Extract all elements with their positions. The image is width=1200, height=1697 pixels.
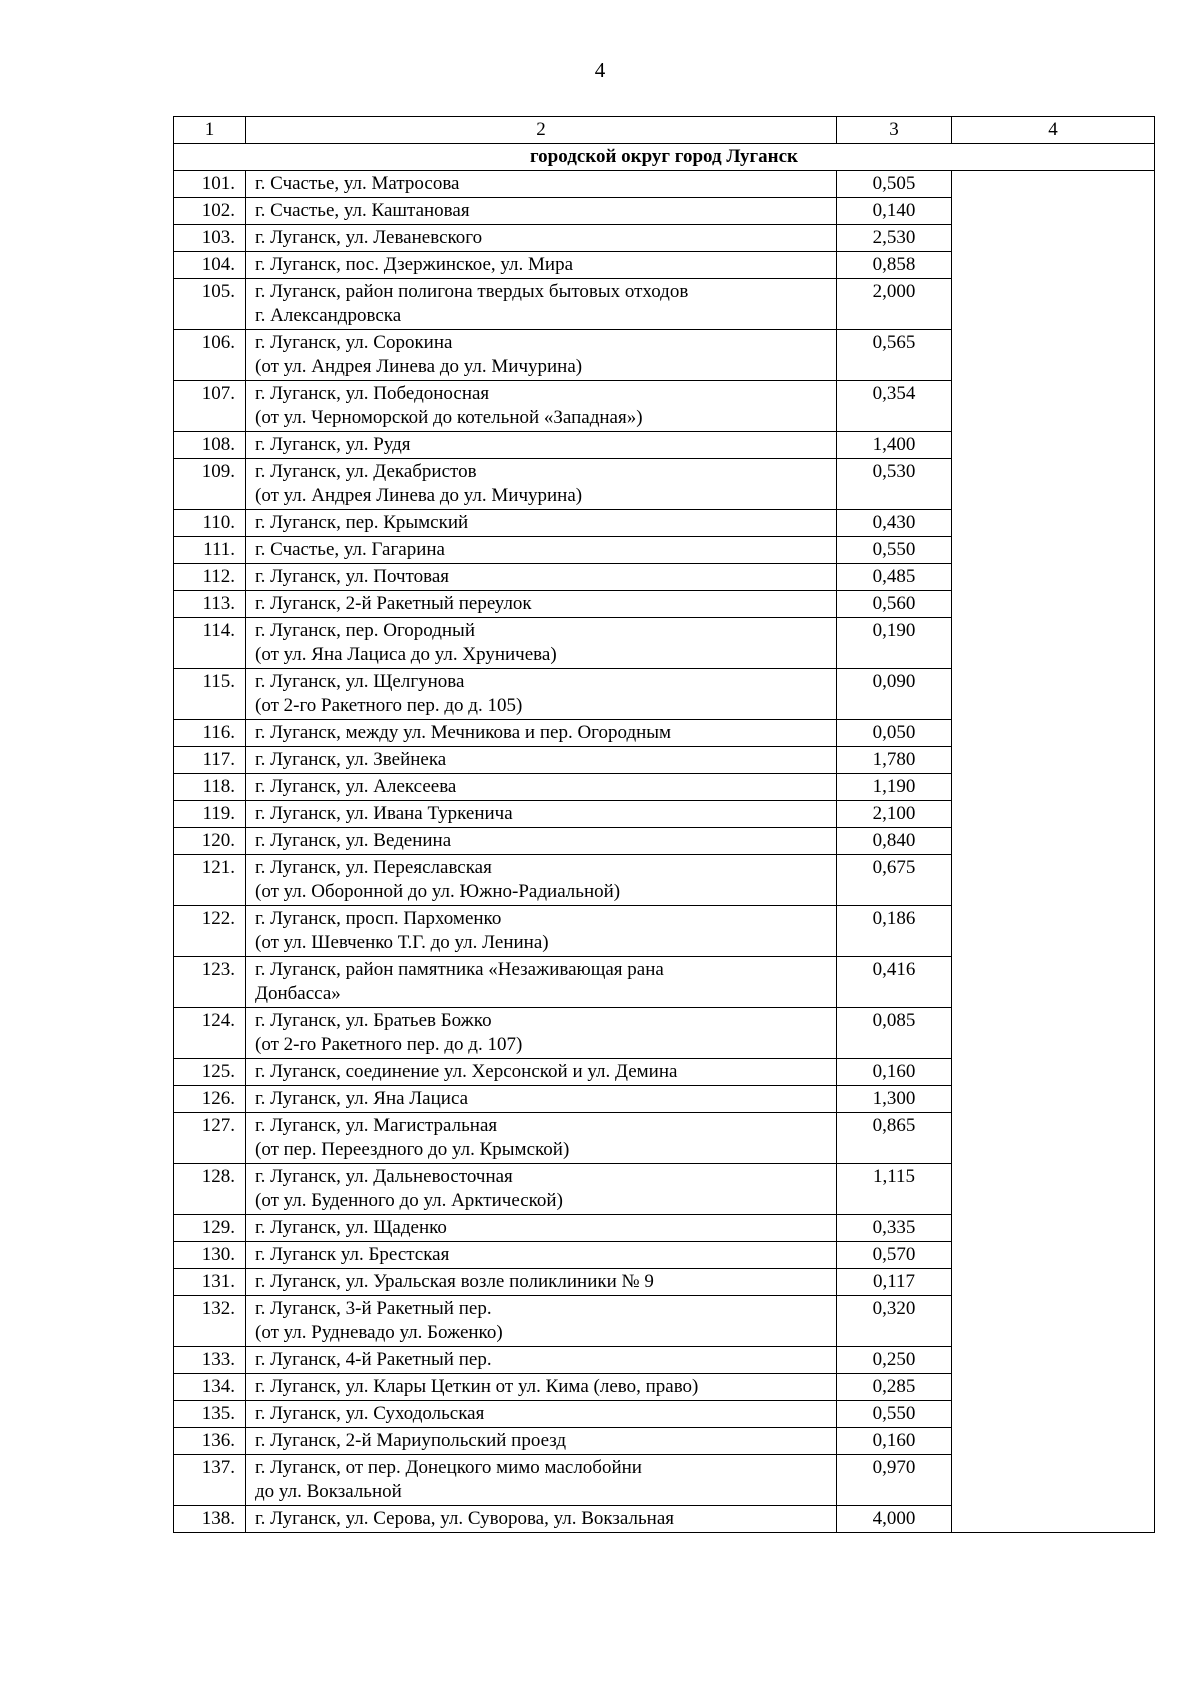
address-line: г. Луганск, ул. Клары Цеткин от ул. Кима (лево, право) xyxy=(255,1376,699,1397)
row-column-4 xyxy=(952,855,1155,906)
row-address xyxy=(246,564,837,591)
row-address xyxy=(246,198,837,225)
row-value: 0,970 xyxy=(837,1455,952,1506)
row-address xyxy=(246,801,837,828)
row-value: 0,858 xyxy=(837,252,952,279)
row-value: 2,100 xyxy=(837,801,952,828)
row-number: 128. xyxy=(174,1164,246,1215)
row-address xyxy=(246,330,837,381)
table-row xyxy=(174,1242,1155,1269)
row-address xyxy=(246,747,837,774)
row-value: 0,675 xyxy=(837,855,952,906)
row-value: 0,485 xyxy=(837,564,952,591)
row-value: 0,050 xyxy=(837,720,952,747)
row-column-4 xyxy=(952,1164,1155,1215)
row-value: 0,090 xyxy=(837,669,952,720)
row-value: 0,320 xyxy=(837,1296,952,1347)
row-number: 109. xyxy=(174,459,246,510)
address-line: г. Луганск, ул. Братьев Божко xyxy=(255,1010,492,1031)
table-row xyxy=(174,957,1155,1008)
row-address xyxy=(246,1086,837,1113)
table-row xyxy=(174,906,1155,957)
row-column-4 xyxy=(952,432,1155,459)
row-value: 0,840 xyxy=(837,828,952,855)
row-number: 117. xyxy=(174,747,246,774)
address-line: г. Счастье, ул. Гагарина xyxy=(255,539,445,560)
row-address xyxy=(246,1455,837,1506)
row-value: 0,160 xyxy=(837,1428,952,1455)
table-row xyxy=(174,198,1155,225)
row-column-4 xyxy=(952,1242,1155,1269)
row-number: 115. xyxy=(174,669,246,720)
address-line: г. Луганск, ул. Веденина xyxy=(255,830,452,851)
table-row xyxy=(174,279,1155,330)
row-value: 1,190 xyxy=(837,774,952,801)
row-value: 0,250 xyxy=(837,1347,952,1374)
row-value: 0,550 xyxy=(837,537,952,564)
address-line: г. Луганск ул. Брестская xyxy=(255,1244,450,1265)
row-value: 0,565 xyxy=(837,330,952,381)
row-address xyxy=(246,1401,837,1428)
row-column-4 xyxy=(952,747,1155,774)
row-address xyxy=(246,279,837,330)
address-line: г. Луганск, 4-й Ракетный пер. xyxy=(255,1349,492,1370)
row-column-4 xyxy=(952,252,1155,279)
row-column-4 xyxy=(952,1401,1155,1428)
table-row xyxy=(174,720,1155,747)
address-line: г. Луганск, ул. Уральская возле поликлиники № 9 xyxy=(255,1271,654,1292)
row-number: 113. xyxy=(174,591,246,618)
address-line: г. Луганск, ул. Суходольская xyxy=(255,1403,485,1424)
row-address xyxy=(246,720,837,747)
row-address xyxy=(246,1059,837,1086)
row-number: 105. xyxy=(174,279,246,330)
row-address xyxy=(246,537,837,564)
row-column-4 xyxy=(952,564,1155,591)
row-column-4 xyxy=(952,828,1155,855)
row-address xyxy=(246,1008,837,1059)
row-value: 2,530 xyxy=(837,225,952,252)
address-line: г. Счастье, ул. Матросова xyxy=(255,173,460,194)
table-row xyxy=(174,1086,1155,1113)
table-row xyxy=(174,1215,1155,1242)
row-address xyxy=(246,1506,837,1533)
row-address xyxy=(246,1296,837,1347)
row-number: 103. xyxy=(174,225,246,252)
row-value: 0,550 xyxy=(837,1401,952,1428)
row-number: 123. xyxy=(174,957,246,1008)
address-line: г. Луганск, просп. Пархоменко xyxy=(255,908,502,929)
row-number: 118. xyxy=(174,774,246,801)
column-header-4: 4 xyxy=(952,117,1155,144)
table-row xyxy=(174,1455,1155,1506)
row-address xyxy=(246,906,837,957)
address-line: г. Луганск, ул. Ивана Туркенича xyxy=(255,803,513,824)
address-line: г. Луганск, район полигона твердых бытовых отходов xyxy=(255,281,689,302)
row-column-4 xyxy=(952,171,1155,198)
row-number: 131. xyxy=(174,1269,246,1296)
table-row xyxy=(174,1347,1155,1374)
row-value: 0,190 xyxy=(837,618,952,669)
column-header-3: 3 xyxy=(837,117,952,144)
row-column-4 xyxy=(952,1506,1155,1533)
row-column-4 xyxy=(952,618,1155,669)
address-line: г. Луганск, ул. Серова, ул. Суворова, ул. Вокзальная xyxy=(255,1508,674,1529)
row-value: 0,117 xyxy=(837,1269,952,1296)
row-column-4 xyxy=(952,720,1155,747)
table-row xyxy=(174,1113,1155,1164)
address-line: г. Луганск, ул. Переяславская xyxy=(255,857,492,878)
row-value: 0,335 xyxy=(837,1215,952,1242)
table-row xyxy=(174,1269,1155,1296)
row-column-4 xyxy=(952,459,1155,510)
table-row xyxy=(174,801,1155,828)
address-line: г. Луганск, между ул. Мечникова и пер. Огородным xyxy=(255,722,672,743)
row-value: 1,115 xyxy=(837,1164,952,1215)
row-address xyxy=(246,252,837,279)
row-column-4 xyxy=(952,1008,1155,1059)
row-column-4 xyxy=(952,198,1155,225)
address-line: (от ул. Буденного до ул. Арктической) xyxy=(255,1190,563,1211)
address-line: (от ул. Андрея Линева до ул. Мичурина) xyxy=(255,356,583,377)
row-number: 126. xyxy=(174,1086,246,1113)
row-column-4 xyxy=(952,1269,1155,1296)
row-number: 120. xyxy=(174,828,246,855)
row-number: 137. xyxy=(174,1455,246,1506)
address-line: г. Луганск, от пер. Донецкого мимо маслобойни xyxy=(255,1457,642,1478)
row-column-4 xyxy=(952,801,1155,828)
row-value: 4,000 xyxy=(837,1506,952,1533)
row-number: 122. xyxy=(174,906,246,957)
address-line: (от ул. Черноморской до котельной «Западная») xyxy=(255,407,643,428)
row-number: 114. xyxy=(174,618,246,669)
row-number: 108. xyxy=(174,432,246,459)
row-number: 124. xyxy=(174,1008,246,1059)
column-header-2: 2 xyxy=(246,117,837,144)
table-row xyxy=(174,747,1155,774)
row-number: 133. xyxy=(174,1347,246,1374)
row-value: 0,570 xyxy=(837,1242,952,1269)
row-number: 110. xyxy=(174,510,246,537)
row-number: 136. xyxy=(174,1428,246,1455)
table-row xyxy=(174,171,1155,198)
row-column-4 xyxy=(952,1347,1155,1374)
row-column-4 xyxy=(952,774,1155,801)
row-number: 130. xyxy=(174,1242,246,1269)
row-number: 116. xyxy=(174,720,246,747)
table-row xyxy=(174,1164,1155,1215)
row-address xyxy=(246,618,837,669)
row-number: 104. xyxy=(174,252,246,279)
table-row xyxy=(174,1296,1155,1347)
column-header-1: 1 xyxy=(174,117,246,144)
row-value: 0,530 xyxy=(837,459,952,510)
row-number: 135. xyxy=(174,1401,246,1428)
row-column-4 xyxy=(952,906,1155,957)
table-row xyxy=(174,1401,1155,1428)
row-address xyxy=(246,1428,837,1455)
address-line: (от ул. Андрея Линева до ул. Мичурина) xyxy=(255,485,583,506)
address-line: до ул. Вокзальной xyxy=(255,1481,402,1502)
row-column-4 xyxy=(952,1296,1155,1347)
address-line: г. Луганск, ул. Звейнека xyxy=(255,749,447,770)
address-line: г. Луганск, 3-й Ракетный пер. xyxy=(255,1298,492,1319)
row-number: 134. xyxy=(174,1374,246,1401)
row-column-4 xyxy=(952,957,1155,1008)
row-column-4 xyxy=(952,510,1155,537)
address-table xyxy=(173,116,1155,1533)
row-value: 0,430 xyxy=(837,510,952,537)
address-line: г. Луганск, ул. Декабристов xyxy=(255,461,477,482)
row-column-4 xyxy=(952,1113,1155,1164)
address-line: г. Луганск, ул. Алексеева xyxy=(255,776,457,797)
address-line: г. Луганск, район памятника «Незаживающая рана xyxy=(255,959,664,980)
row-address xyxy=(246,1347,837,1374)
address-line: г. Луганск, ул. Почтовая xyxy=(255,566,449,587)
row-value: 0,354 xyxy=(837,381,952,432)
address-line: г. Луганск, пер. Крымский xyxy=(255,512,469,533)
row-number: 127. xyxy=(174,1113,246,1164)
address-line: г. Луганск, ул. Щаденко xyxy=(255,1217,447,1238)
table-row xyxy=(174,591,1155,618)
address-line: (от ул. Яна Лациса до ул. Хруничева) xyxy=(255,644,557,665)
table-row xyxy=(174,774,1155,801)
row-number: 125. xyxy=(174,1059,246,1086)
address-line: (от ул. Оборонной до ул. Южно-Радиальной) xyxy=(255,881,621,902)
row-address xyxy=(246,855,837,906)
row-number: 119. xyxy=(174,801,246,828)
table-body xyxy=(174,117,1155,1533)
address-line: Донбасса» xyxy=(255,983,341,1004)
row-column-4 xyxy=(952,591,1155,618)
row-address xyxy=(246,591,837,618)
table-row xyxy=(174,432,1155,459)
row-number: 101. xyxy=(174,171,246,198)
table-row xyxy=(174,1008,1155,1059)
row-number: 138. xyxy=(174,1506,246,1533)
address-line: (от ул. Рудневадо ул. Боженко) xyxy=(255,1322,503,1343)
address-line: г. Луганск, пер. Огородный xyxy=(255,620,475,641)
row-address xyxy=(246,171,837,198)
row-column-4 xyxy=(952,1455,1155,1506)
table-row xyxy=(174,330,1155,381)
row-column-4 xyxy=(952,330,1155,381)
address-line: г. Луганск, ул. Леваневского xyxy=(255,227,483,248)
table-row xyxy=(174,252,1155,279)
address-line: г. Луганск, ул. Яна Лациса xyxy=(255,1088,469,1109)
row-address xyxy=(246,432,837,459)
table-row xyxy=(174,669,1155,720)
table-row xyxy=(174,537,1155,564)
row-address xyxy=(246,1374,837,1401)
row-address xyxy=(246,459,837,510)
row-number: 102. xyxy=(174,198,246,225)
row-number: 111. xyxy=(174,537,246,564)
address-line: (от пер. Переездного до ул. Крымской) xyxy=(255,1139,570,1160)
table-row xyxy=(174,1374,1155,1401)
row-address xyxy=(246,828,837,855)
row-value: 0,416 xyxy=(837,957,952,1008)
row-column-4 xyxy=(952,1059,1155,1086)
row-number: 121. xyxy=(174,855,246,906)
address-line: г. Луганск, пос. Дзержинское, ул. Мира xyxy=(255,254,574,275)
address-line: г. Луганск, 2-й Ракетный переулок xyxy=(255,593,532,614)
row-value: 1,300 xyxy=(837,1086,952,1113)
section-row xyxy=(174,144,1155,171)
row-address xyxy=(246,774,837,801)
table-header-row xyxy=(174,117,1155,144)
row-column-4 xyxy=(952,1374,1155,1401)
address-line: г. Луганск, соединение ул. Херсонской и ул. Демина xyxy=(255,1061,678,1082)
table-row xyxy=(174,855,1155,906)
row-address xyxy=(246,1113,837,1164)
row-value: 0,865 xyxy=(837,1113,952,1164)
table-row xyxy=(174,1428,1155,1455)
table-row xyxy=(174,564,1155,591)
page-number: 4 xyxy=(594,58,606,82)
address-line: г. Луганск, ул. Дальневосточная xyxy=(255,1166,513,1187)
row-column-4 xyxy=(952,1215,1155,1242)
table-row xyxy=(174,459,1155,510)
address-line: г. Луганск, 2-й Мариупольский проезд xyxy=(255,1430,567,1451)
row-value: 0,160 xyxy=(837,1059,952,1086)
address-line: г. Луганск, ул. Победоносная xyxy=(255,383,490,404)
row-address xyxy=(246,669,837,720)
row-column-4 xyxy=(952,1086,1155,1113)
row-number: 132. xyxy=(174,1296,246,1347)
row-value: 0,186 xyxy=(837,906,952,957)
table-row xyxy=(174,510,1155,537)
row-number: 112. xyxy=(174,564,246,591)
address-line: г. Луганск, ул. Магистральная xyxy=(255,1115,498,1136)
row-value: 2,000 xyxy=(837,279,952,330)
row-column-4 xyxy=(952,537,1155,564)
address-line: г. Счастье, ул. Каштановая xyxy=(255,200,470,221)
row-address xyxy=(246,957,837,1008)
section-title: городской округ город Луганск xyxy=(174,144,1155,171)
table-row xyxy=(174,1059,1155,1086)
row-address xyxy=(246,381,837,432)
row-address xyxy=(246,510,837,537)
row-value: 1,400 xyxy=(837,432,952,459)
row-value: 0,085 xyxy=(837,1008,952,1059)
row-value: 0,560 xyxy=(837,591,952,618)
row-address xyxy=(246,1215,837,1242)
row-column-4 xyxy=(952,225,1155,252)
row-column-4 xyxy=(952,381,1155,432)
address-line: (от 2-го Ракетного пер. до д. 107) xyxy=(255,1034,523,1055)
row-value: 0,140 xyxy=(837,198,952,225)
table-row xyxy=(174,618,1155,669)
row-number: 129. xyxy=(174,1215,246,1242)
row-column-4 xyxy=(952,1428,1155,1455)
address-line: г. Луганск, ул. Рудя xyxy=(255,434,411,455)
row-column-4 xyxy=(952,279,1155,330)
row-address xyxy=(246,1269,837,1296)
address-line: (от ул. Шевченко Т.Г. до ул. Ленина) xyxy=(255,932,549,953)
address-line: г. Александровска xyxy=(255,305,402,326)
table-row xyxy=(174,381,1155,432)
row-value: 0,285 xyxy=(837,1374,952,1401)
table-row xyxy=(174,1506,1155,1533)
row-number: 106. xyxy=(174,330,246,381)
table-row xyxy=(174,225,1155,252)
row-column-4 xyxy=(952,669,1155,720)
table-row xyxy=(174,828,1155,855)
address-line: (от 2-го Ракетного пер. до д. 105) xyxy=(255,695,523,716)
row-value: 0,505 xyxy=(837,171,952,198)
row-value: 1,780 xyxy=(837,747,952,774)
row-number: 107. xyxy=(174,381,246,432)
address-line: г. Луганск, ул. Сорокина xyxy=(255,332,453,353)
row-address xyxy=(246,1242,837,1269)
row-address xyxy=(246,225,837,252)
row-address xyxy=(246,1164,837,1215)
address-line: г. Луганск, ул. Щелгунова xyxy=(255,671,465,692)
